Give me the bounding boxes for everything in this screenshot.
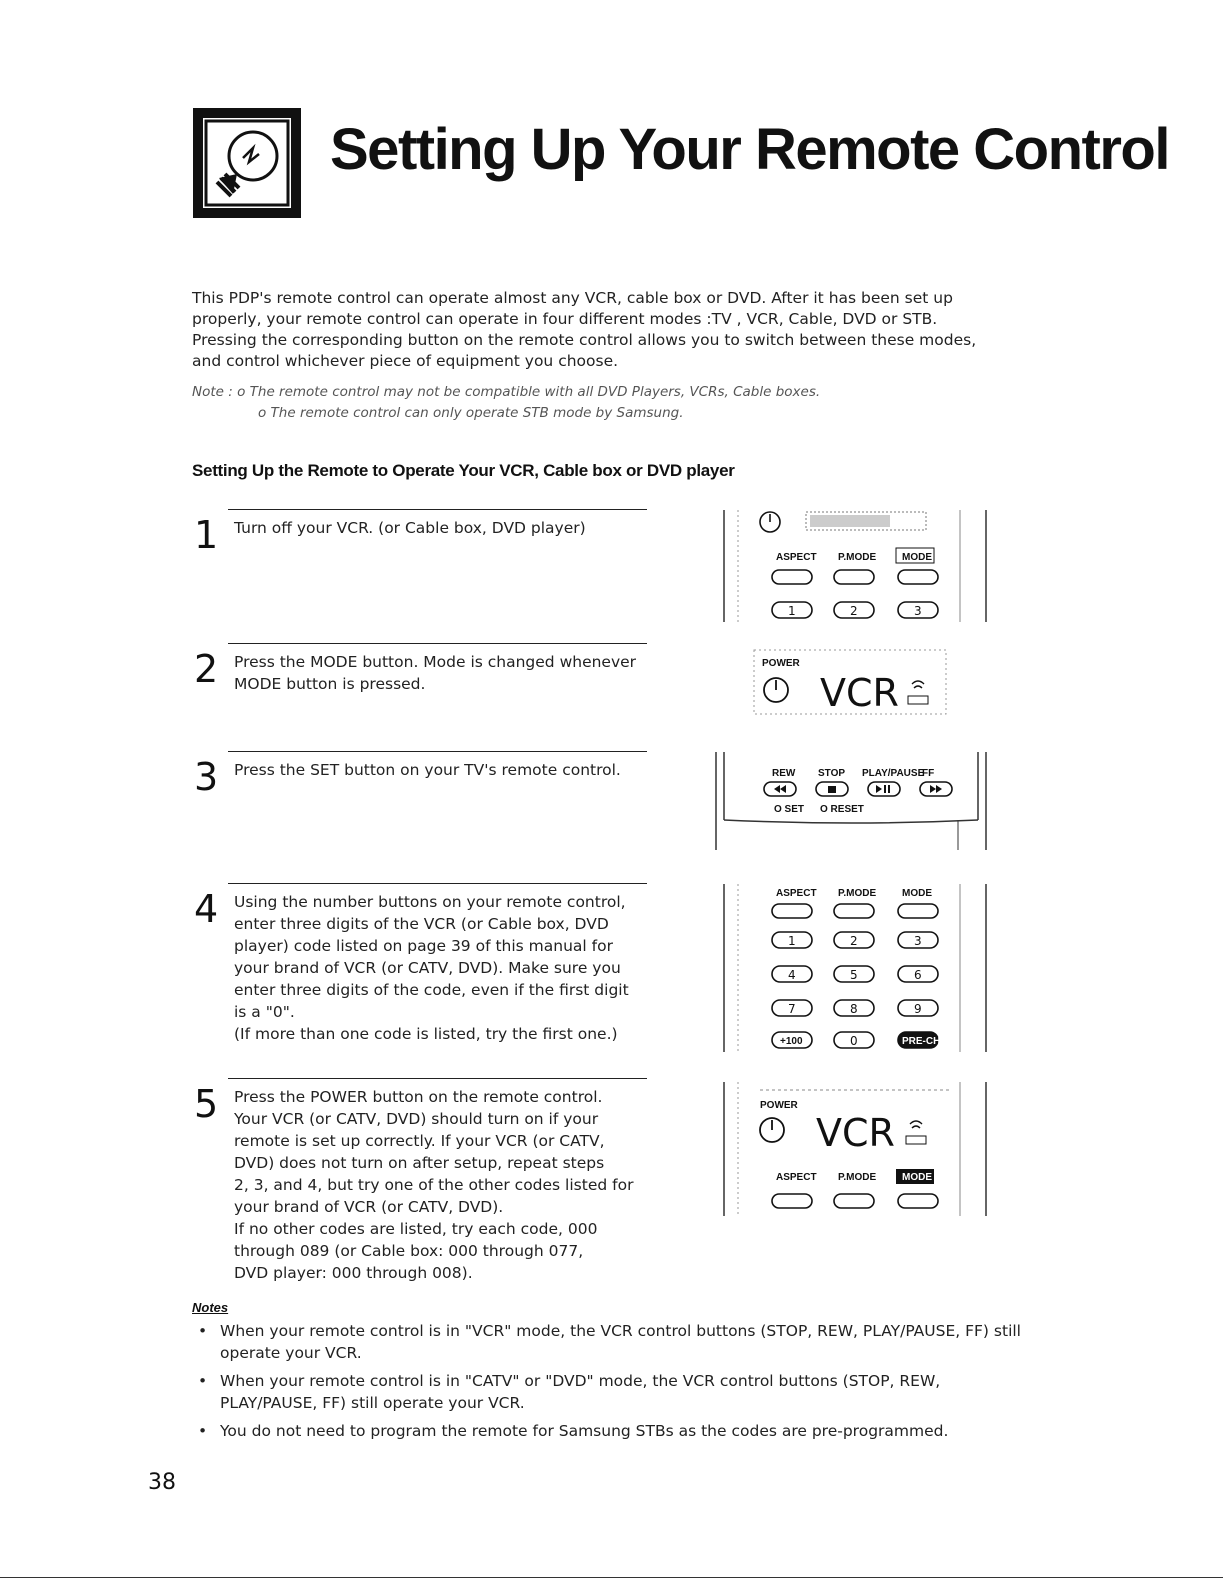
- step-5: [192, 1078, 647, 1288]
- digit-label: 9: [914, 1002, 922, 1016]
- power-icon[interactable]: [760, 1118, 784, 1142]
- step-text: [234, 759, 644, 781]
- step-line: Press the POWER button on the remote control.: [234, 1088, 603, 1106]
- aspect-label: ASPECT: [776, 1172, 817, 1183]
- remote-illustration-4: [720, 882, 992, 1054]
- lcd-mode-text: VCR: [816, 1111, 895, 1155]
- digit-label: 2: [850, 604, 858, 618]
- step-line: through 089 (or Cable box: 000 through 077,: [234, 1242, 584, 1260]
- page-title: Setting Up Your Remote Control: [330, 117, 1169, 182]
- remote-illustration-2: [752, 648, 952, 718]
- step-3: [192, 751, 647, 841]
- step-2: [192, 643, 647, 733]
- remote-illustration-3: [712, 750, 994, 852]
- aspect-label: ASPECT: [776, 552, 817, 563]
- step-4: [192, 883, 647, 1053]
- intro-line: properly, your remote control can operate in four different modes :TV , VCR, Cable, DVD or STB.: [192, 310, 938, 328]
- list-item: • You do not need to program the remote for Samsung STBs as the codes are pre-programmed.: [192, 1420, 1022, 1442]
- power-icon[interactable]: [764, 678, 788, 702]
- lightbulb-icon: [193, 108, 301, 218]
- step-line: DVD) does not turn on after setup, repeat steps: [234, 1154, 605, 1172]
- intro-line: and control whichever piece of equipment you choose.: [192, 352, 619, 370]
- digit-label: 0: [850, 1034, 858, 1048]
- mode-button[interactable]: [898, 1194, 938, 1208]
- step-text: [234, 517, 644, 539]
- step-1: [192, 509, 647, 629]
- step-line: Press the SET button on your TV's remote control.: [234, 761, 621, 779]
- stop-label: STOP: [818, 768, 846, 779]
- digit-label: 1: [788, 934, 796, 948]
- divider: [0, 1577, 1223, 1578]
- step-line: Press the MODE button. Mode is changed whenever: [234, 653, 637, 671]
- digit-label: +100: [780, 1036, 803, 1047]
- note-line: o The remote control can only operate STB mode by Samsung.: [258, 405, 684, 421]
- lcd-segments: [810, 515, 890, 527]
- remote-illustration-1: [720, 508, 992, 624]
- power-icon[interactable]: [760, 512, 780, 532]
- step-line: remote is set up correctly. If your VCR (or CATV,: [234, 1132, 605, 1150]
- list-item: • When your remote control is in "CATV" or "DVD" mode, the VCR control buttons (STOP, REW, PLAY/PAUSE, FF) still operate your VCR.: [192, 1370, 1022, 1414]
- step-line: 2, 3, and 4, but try one of the other codes listed for: [234, 1176, 634, 1194]
- notes-list: [192, 1320, 1022, 1448]
- digit-label: 1: [788, 604, 796, 618]
- intro-paragraph: [192, 288, 992, 372]
- step-line: player) code listed on page 39 of this manual for: [234, 937, 613, 955]
- pmode-label: P.MODE: [838, 552, 877, 563]
- pmode-label: P.MODE: [838, 1172, 877, 1183]
- aspect-label: ASPECT: [776, 888, 817, 899]
- step-line: If no other codes are listed, try each code, 000: [234, 1220, 598, 1238]
- rew-label: REW: [772, 768, 796, 779]
- digit-label: 3: [914, 604, 922, 618]
- signal-icon: [908, 681, 928, 704]
- compatibility-note: [192, 382, 820, 424]
- set-button[interactable]: O SET: [774, 804, 805, 815]
- aspect-button[interactable]: [772, 904, 812, 918]
- aspect-button[interactable]: [772, 1194, 812, 1208]
- power-label: POWER: [760, 1100, 798, 1111]
- step-text: [234, 651, 644, 695]
- digit-label: 7: [788, 1002, 796, 1016]
- intro-line: This PDP's remote control can operate almost any VCR, cable box or DVD. After it has been set up: [192, 289, 953, 307]
- step-line: enter three digits of the VCR (or Cable box, DVD: [234, 915, 609, 933]
- mode-label: MODE: [902, 888, 932, 899]
- digit-label: 2: [850, 934, 858, 948]
- digit-label: 8: [850, 1002, 858, 1016]
- step-text: [234, 891, 644, 1045]
- reset-button[interactable]: O RESET: [820, 804, 864, 815]
- pmode-button[interactable]: [834, 1194, 874, 1208]
- step-line: Using the number buttons on your remote control,: [234, 893, 626, 911]
- play-label: PLAY/PAUSE: [862, 768, 925, 779]
- list-item: • When your remote control is in "VCR" mode, the VCR control buttons (STOP, REW, PLAY/PAUSE, FF) still operate your VCR.: [192, 1320, 1022, 1364]
- step-number: 1: [194, 513, 219, 557]
- step-line: your brand of VCR (or CATV, DVD). Make sure you: [234, 959, 621, 977]
- mode-button[interactable]: [898, 904, 938, 918]
- step-line: Turn off your VCR. (or Cable box, DVD player): [234, 519, 586, 537]
- step-line: (If more than one code is listed, try the first one.): [234, 1025, 618, 1043]
- power-label: POWER: [762, 658, 800, 669]
- step-text: [234, 1086, 644, 1284]
- mode-label: MODE: [902, 1172, 932, 1183]
- pmode-label: P.MODE: [838, 888, 877, 899]
- step-number: 3: [194, 755, 219, 799]
- intro-line: Pressing the corresponding button on the remote control allows you to switch between these modes,: [192, 331, 977, 349]
- step-number: 2: [194, 647, 219, 691]
- step-line: Your VCR (or CATV, DVD) should turn on if your: [234, 1110, 599, 1128]
- step-line: enter three digits of the code, even if the first digit: [234, 981, 629, 999]
- digit-label: 4: [788, 968, 796, 982]
- remote-illustration-5: [720, 1080, 992, 1218]
- digit-label: 6: [914, 968, 922, 982]
- page-number: 38: [148, 1470, 176, 1495]
- step-number: 4: [194, 887, 219, 931]
- mode-label: MODE: [902, 552, 932, 563]
- section-title: Setting Up the Remote to Operate Your VCR, Cable box or DVD player: [192, 461, 735, 480]
- lcd-mode-text: VCR: [820, 671, 899, 715]
- step-line: DVD player: 000 through 008).: [234, 1264, 473, 1282]
- aspect-button[interactable]: [772, 570, 812, 584]
- note-line: Note : o The remote control may not be compatible with all DVD Players, VCRs, Cable boxes.: [192, 384, 821, 400]
- pmode-button[interactable]: [834, 570, 874, 584]
- step-line: is a "0".: [234, 1003, 295, 1021]
- pmode-button[interactable]: [834, 904, 874, 918]
- step-line: your brand of VCR (or CATV, DVD).: [234, 1198, 504, 1216]
- signal-icon: [906, 1121, 926, 1144]
- digit-label: 5: [850, 968, 858, 982]
- notes-heading: Notes: [192, 1300, 229, 1315]
- mode-button[interactable]: [898, 570, 938, 584]
- ff-label: FF: [922, 768, 935, 779]
- digit-label: PRE-CH: [902, 1036, 941, 1047]
- step-line: MODE button is pressed.: [234, 675, 426, 693]
- step-number: 5: [194, 1082, 219, 1126]
- digit-label: 3: [914, 934, 922, 948]
